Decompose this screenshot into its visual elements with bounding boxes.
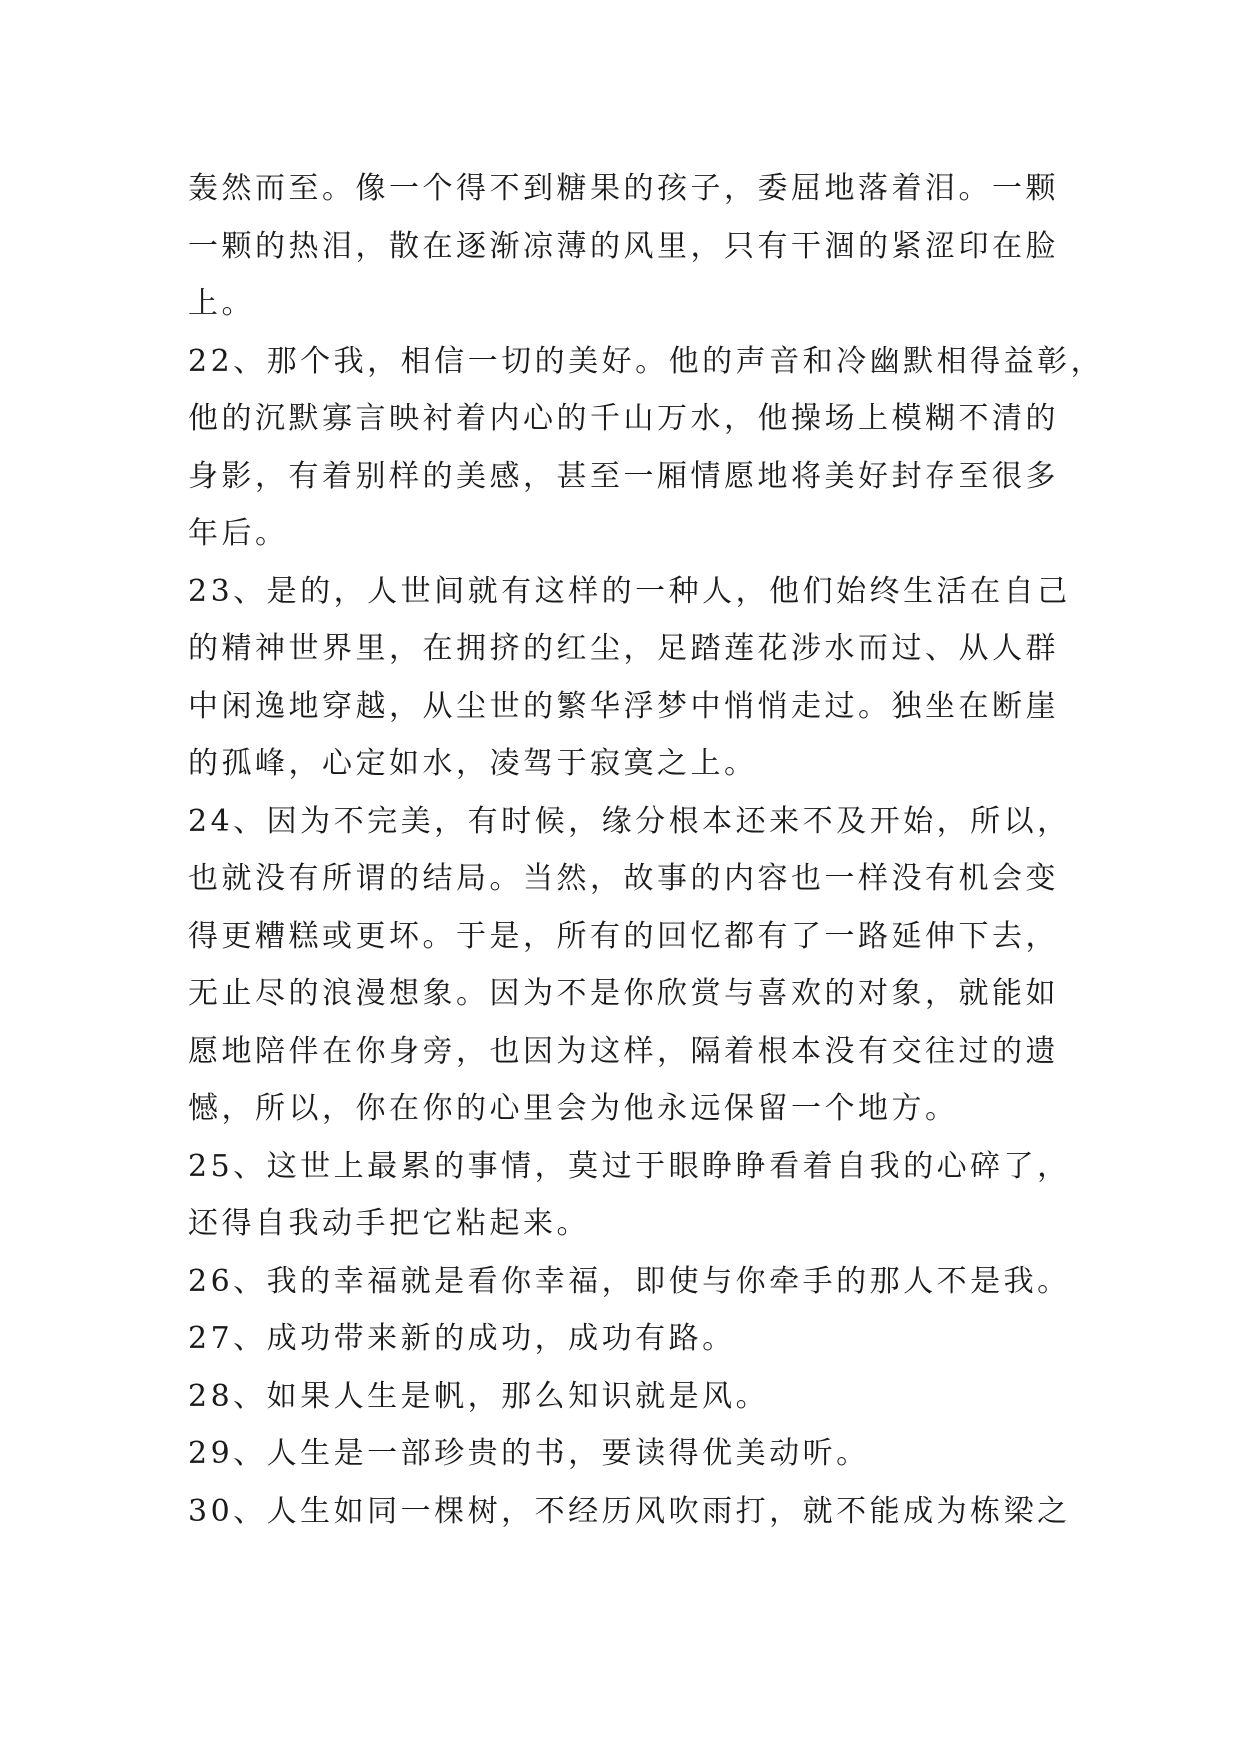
- text-line: 28、如果人生是帆，那么知识就是风。: [188, 1378, 770, 1414]
- text-line: 得更糟糕或更坏。于是，所有的回忆都有了一路延伸下去，: [188, 918, 1059, 954]
- text-line: 25、这世上最累的事情，莫过于眼睁睁看着自我的心碎了，: [188, 1148, 1071, 1184]
- text-line: 30、人生如同一棵树，不经历风吹雨打，就不能成为栋梁之: [188, 1493, 1071, 1529]
- text-line: 22、那个我，相信一切的美好。他的声音和冷幽默相得益彰，: [188, 343, 1105, 379]
- text-line: 身影，有着别样的美感，甚至一厢情愿地将美好封存至很多: [188, 458, 1059, 494]
- text-line: 26、我的幸福就是看你幸福，即使与你牵手的那人不是我。: [188, 1263, 1071, 1299]
- text-line: 他的沉默寡言映衬着内心的千山万水，他操场上模糊不清的: [188, 401, 1059, 436]
- text-line: 上。: [188, 286, 255, 321]
- text-line: 24、因为不完美，有时候，缘分根本还来不及开始，所以，: [188, 803, 1071, 839]
- text-line: 愿地陪伴在你身旁，也因为这样，隔着根本没有交往过的遗: [188, 1033, 1059, 1069]
- text-line: 憾，所以，你在你的心里会为他永远保留一个地方。: [188, 1091, 959, 1126]
- text-line: 的孤峰，心定如水，凌驾于寂寞之上。: [188, 746, 758, 781]
- text-line: 一颗的热泪，散在逐渐凉薄的风里，只有干涸的紧涩印在脸: [188, 228, 1059, 264]
- text-line: 年后。: [188, 516, 289, 551]
- text-line: 29、人生是一部珍贵的书，要读得优美动听。: [188, 1436, 870, 1471]
- text-line: 轰然而至。像一个得不到糖果的孩子，委屈地落着泪。一颗: [188, 171, 1059, 206]
- body-text: [188, 160, 1105, 1540]
- text-line: 也就没有所谓的结局。当然，故事的内容也一样没有机会变: [188, 861, 1059, 896]
- text-line: 27、成功带来新的成功，成功有路。: [188, 1321, 736, 1356]
- text-line: 的精神世界里，在拥挤的红尘，足踏莲花涉水而过、从人群: [188, 631, 1059, 666]
- text-line: 无止尽的浪漫想象。因为不是你欣赏与喜欢的对象，就能如: [188, 976, 1059, 1011]
- text-line: 中闲逸地穿越，从尘世的繁华浮梦中悄悄走过。独坐在断崖: [188, 688, 1059, 724]
- text-line: 还得自我动手把它粘起来。: [188, 1206, 590, 1241]
- text-line: 23、是的，人世间就有这样的一种人，他们始终生活在自己: [188, 573, 1071, 609]
